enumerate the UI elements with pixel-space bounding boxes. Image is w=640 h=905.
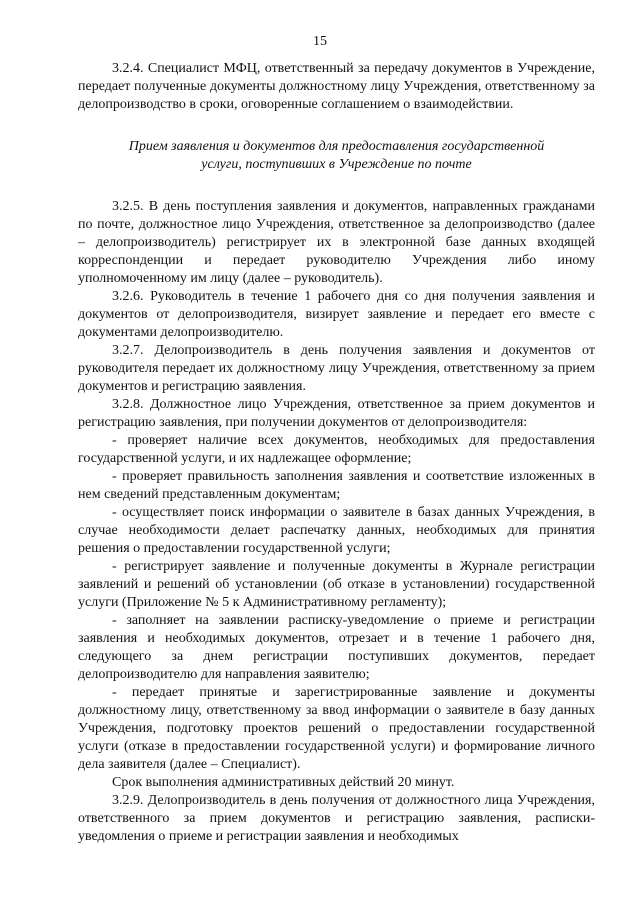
paragraph-3-2-7: 3.2.7. Делопроизводитель в день получения заявления и документов от руководителя передает их должностному лицу Учреждения, ответственному за прием документов и регистрацию заявления. [78,343,595,394]
page-body [78,60,595,846]
paragraph-3-2-8: 3.2.8. Должностное лицо Учреждения, ответственное за прием документов и регистрацию заявления, при получении документов от делопроизводителя: [78,397,595,430]
paragraph-3-2-5: 3.2.5. В день поступления заявления и документов, направленных гражданами по почте, должностное лицо Учреждения, ответственное за делопроизводство (далее – делопроизводитель) регистрирует их в электронной базе данных входящей корреспонденции и передает руководителю Учреждения либо иному уполномоченному им лицу (далее – руководитель). [78,199,595,286]
paragraph-3-2-9: 3.2.9. Делопроизводитель в день получения от должностного лица Учреждения, ответственного за прием документов и регистрацию заявления, расписки-уведомления о приеме и регистрации заявления и необходимых [78,793,595,844]
list-item-fill-receipt: - заполняет на заявлении расписку-уведомление о приеме и регистрации заявления и необходимых документов, отрезает и в течение 1 рабочего дня, следующего за днем регистрации поступивших документов, передает делопроизводителю для направления заявителю; [78,613,595,682]
list-item-check-documents: - проверяет наличие всех документов, необходимых для предоставления государственной услуги, и их надлежащее оформление; [78,433,595,466]
section-heading: Прием заявления и документов для предоставления государственной услуги, поступивших в Учреждение по почте [128,139,545,172]
list-item-check-correctness: - проверяет правильность заполнения заявления и соответствие изложенных в нем сведений представленным документам; [78,469,595,502]
list-item-register-application: - регистрирует заявление и полученные документы в Журнале регистрации заявлений и решений об установлении (об отказе в установлении) государственной услуги (Приложение № 5 к Административному регламенту); [78,559,595,610]
paragraph-3-2-6: 3.2.6. Руководитель в течение 1 рабочего дня со дня получения заявления и документов от делопроизводителя, визирует заявление и передает его вместе с документами делопроизводителю. [78,289,595,340]
paragraph-deadline: Срок выполнения административных действий 20 минут. [112,775,455,790]
list-item-search-database: - осуществляет поиск информации о заявителе в базах данных Учреждения, в случае необходимости делает распечатку данных, необходимых для принятия решения о предоставлении государственной услуги; [78,505,595,556]
paragraph-3-2-4: 3.2.4. Специалист МФЦ, ответственный за передачу документов в Учреждение, передает полученные документы должностному лицу Учреждения, ответственному за делопроизводство в сроки, оговоренные соглашением о взаимодействии. [78,61,595,112]
list-item-transfer-documents: - передает принятые и зарегистрированные заявление и документы должностному лицу, ответственному за ввод информации о заявителе в базу данных Учреждения, подготовку проектов решений о предоставлении государственной услуги (отказе в предоставлении государственной услуги) и формирование личного дела заявителя (далее – Специалист). [78,685,595,772]
page-number: 15 [313,34,327,49]
